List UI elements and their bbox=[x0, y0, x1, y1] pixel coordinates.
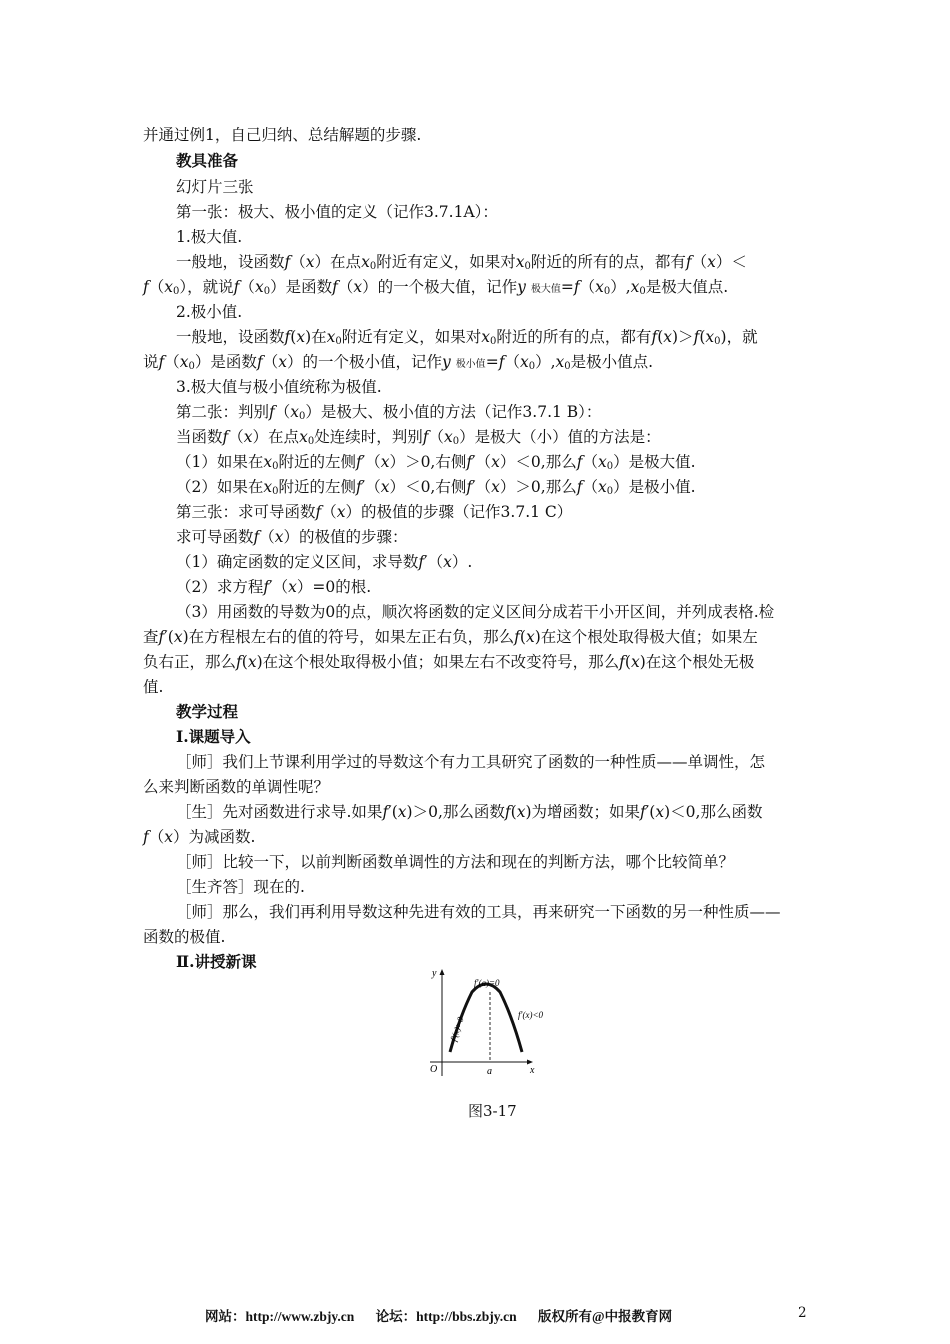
x-label: x bbox=[530, 1065, 535, 1076]
extremum-figure bbox=[422, 966, 572, 1084]
text-line: 一般地，设函数f（x）在点$x_0$附近有定义，如果对$x_0$附近的所有的点，都有f（x）＜ bbox=[176, 253, 747, 272]
text-line: 第二张：判别$f(x_0)$是极大、极小值的方法（记作3.7.1 B）： bbox=[176, 403, 602, 422]
y-axis-arrow bbox=[440, 969, 445, 975]
text-line: 值. bbox=[143, 678, 164, 696]
text-line: 第一张：极大、极小值的定义（记作3.7.1A）： bbox=[176, 203, 498, 221]
text-line: ［师］那么，我们再利用导数这种先进有效的工具，再来研究一下函数的另一种性质—— bbox=[176, 903, 781, 921]
text-line: 第三张：求可导函数f（x）的极值的步骤（记作3.7.1 C） bbox=[176, 503, 573, 521]
text-line: 么来判断函数的单调性呢？ bbox=[143, 778, 330, 796]
heading-new-lesson: Ⅱ.讲授新课 bbox=[176, 952, 257, 971]
text-line: 3.极大值与极小值统称为极值. bbox=[176, 378, 382, 396]
text-line: （2）求方程f′（x）=0的根. bbox=[176, 578, 372, 596]
heading-intro: Ⅰ.课题导入 bbox=[176, 727, 251, 746]
text-line: 幻灯片三张 bbox=[176, 178, 254, 196]
heading-tools: 教具准备 bbox=[176, 151, 239, 170]
page-number: 2 bbox=[798, 1305, 807, 1321]
footer-forum: 论坛：http://bbs.zbjy.cn bbox=[375, 1309, 517, 1324]
footer-website: 网站：http://www.zbjy.cn bbox=[205, 1309, 355, 1324]
heading-process: 教学过程 bbox=[176, 702, 239, 721]
left-label: f′(x)>0 bbox=[448, 1015, 466, 1043]
x-axis-arrow bbox=[527, 1060, 533, 1065]
footer bbox=[205, 1305, 690, 1325]
text-line: ［生齐答］现在的. bbox=[176, 878, 305, 896]
text-line: （3）用函数的导数为0的点，顺次将函数的定义区间分成若干小开区间，并列成表格.检 bbox=[176, 603, 775, 621]
text-line: 说$f(x_0)$是函数f（x）的一个极小值，记作y 极小值$=f(x_0),x_0$是极小值点. bbox=[143, 353, 654, 372]
text-line: 负右正，那么f(x)在这个根处取得极小值；如果左右不改变符号，那么f(x)在这个根处无极 bbox=[143, 653, 755, 671]
text-line: （1）如果在$x_0$附近的左侧f′（x）＞0,右侧f′（x）＜0,那么$f(x_0)$是极大值. bbox=[176, 453, 696, 472]
y-label: y bbox=[432, 968, 437, 979]
text-line: （2）如果在$x_0$附近的左侧f′（x）＜0,右侧f′（x）＞0,那么$f(x_0)$是极小值. bbox=[176, 478, 696, 497]
text-line: 2.极小值. bbox=[176, 303, 243, 321]
text-line: ［师］我们上节课利用学过的导数这个有力工具研究了函数的一种性质——单调性，怎 bbox=[176, 753, 766, 771]
text-line: 当函数f（x）在点$x_0$处连续时，判别$f(x_0)$是极大（小）值的方法是： bbox=[176, 428, 661, 447]
a-label: a bbox=[487, 1066, 492, 1077]
text-line: $f(x_0)$，就说$f(x_0)$是函数f（x）的一个极大值，记作y 极大值$=f(x_0),x_0$是极大值点. bbox=[143, 278, 729, 297]
text-line: 查f′(x)在方程根左右的值的符号，如果左正右负，那么f(x)在这个根处取得极大值；如果左 bbox=[143, 628, 758, 646]
figure-caption: 图3-17 bbox=[468, 1102, 517, 1120]
footer-copyright: 版权所有@中报教育网 bbox=[538, 1309, 673, 1324]
text-line: 1.极大值. bbox=[176, 228, 243, 246]
text-line: （1）确定函数的定义区间，求导数f′（x）. bbox=[176, 553, 473, 571]
text-line: 一般地，设函数f(x)在$x_0$附近有定义，如果对$x_0$附近的所有的点，都有$f(x)>f(x_0)$，就 bbox=[176, 328, 758, 347]
text-line: f（x）为减函数. bbox=[143, 828, 256, 846]
right-label: f′(x)<0 bbox=[518, 1010, 544, 1020]
top-label: f′(a)=0 bbox=[474, 978, 500, 988]
text-line: 函数的极值. bbox=[143, 928, 226, 946]
text-line: ［师］比较一下，以前判断函数单调性的方法和现在的判断方法，哪个比较简单？ bbox=[176, 853, 735, 871]
text-line: ［生］先对函数进行求导.如果f′(x)＞0,那么函数f(x)为增函数；如果f′(x)＜0,那么函数 bbox=[176, 803, 763, 821]
origin-label: O bbox=[430, 1064, 438, 1075]
text-line: 并通过例1，自己归纳、总结解题的步骤. bbox=[143, 126, 422, 144]
text-line: 求可导函数f（x）的极值的步骤： bbox=[176, 528, 408, 546]
